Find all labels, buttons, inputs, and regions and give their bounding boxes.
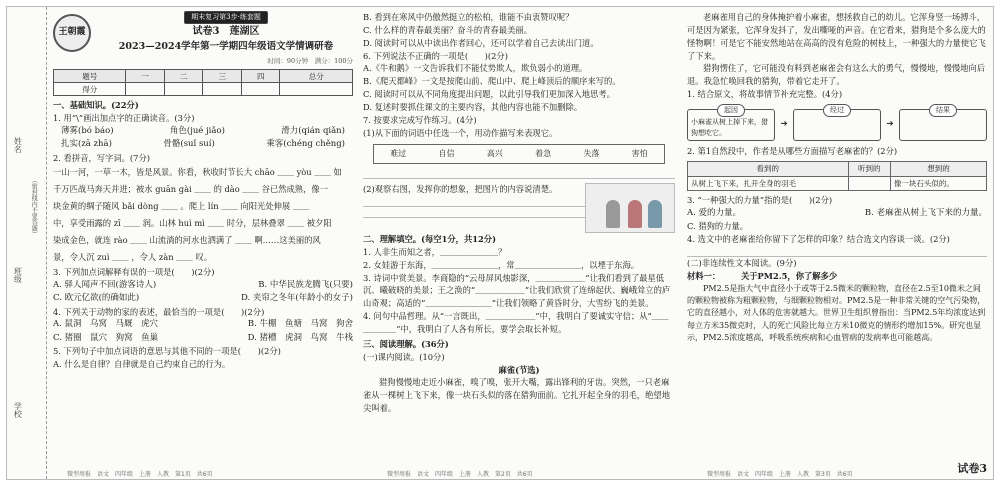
column-2 xyxy=(363,11,675,461)
q6-option-a: A.《牛和鹅》一文告诉我们不能仗势欺人，欺负弱小的道理。 xyxy=(363,63,588,74)
review-tag: 期末复习第3步·练套题 xyxy=(184,11,268,24)
flow-cause: 起因 小麻雀从树上掉下来，猎狗想吃它。 xyxy=(687,109,775,141)
q5-option-d: D. 阅读时可以从中读出作者回心，还可以学着自己去读出门道。 xyxy=(363,37,599,48)
q3-options-2: C. 欧元亿欲(的确如此) D. 夹帘之冬年(年龄小的女子) xyxy=(53,293,353,304)
q1-row-1: 薄雾(bó báo) 角色(jué jiǎo) 滑力(qián qiǎn) xyxy=(61,126,345,137)
arrow-icon: ➔ xyxy=(886,119,894,130)
exam-title: 试卷3 莲湖区 xyxy=(192,26,260,38)
publisher-logo: 王朝霞 xyxy=(53,14,91,52)
reading-para-2: 猎狗愣住了，它可能没有料到老麻雀会有这么大的勇气，慢慢地，慢慢地向后退。我急忙唤回我的猎狗，带着它走开了。 xyxy=(687,63,986,87)
section-2-title: 二、理解填空。(每空1分，共12分) xyxy=(363,233,497,244)
subsection-1-title: (一)课内阅读。(10分) xyxy=(363,351,445,362)
question-5: 5. 下列句子中加点词语的意思与其他不同的一项是( )(2分) xyxy=(53,345,281,356)
plot-flowchart xyxy=(687,106,987,141)
q5-option-b: B. 看到在寒风中仍傲然挺立的松柏，谁能不由衷赞叹呢？ xyxy=(363,12,574,22)
footer-page-2: 微型周报 语文 四年级 上册 人教 第2页 共6页 xyxy=(387,470,533,478)
section-3-title: 三、阅读理解。(36分) xyxy=(363,338,449,349)
seal-note: （密封线内不要答题） xyxy=(30,177,38,237)
subsection-2-title: (二)非连续性文本阅读。(9分) xyxy=(687,257,797,268)
q1-row-2: 扎实(zā zhā) 骨骼(suǐ suí) 乘客(chéng chěng) xyxy=(61,139,345,150)
pinyin-passage: 一山一河，一草一木，皆是风景。你看，秋收时节长大 chāo ＿＿ yòu ＿＿ 如 千万匹战马奔天并进；被水 guān gài ＿＿ 的 dào ＿＿ 谷已然成熟，像一 块金黄的绸子随风 bǎi dòng ＿＿ 。爬上 lín ＿＿ 向阳光处伸展 ＿＿ 中，享受雨露的 zī ＿＿ 润。山林 huì mì ＿＿ 时分，层林叠翠 ＿＿ 被夕阳 染成金色，就连 rào ＿＿ 山流淌的河水也洒满了 ＿＿ 啊……这美丽的风 景，令人沉 zuì ＿＿ ，令人 zàn ＿＿ 叹。 xyxy=(53,167,342,263)
question-1: 1. 用“\”画出加点字的正确读音。(3分) xyxy=(53,113,195,124)
class-label: 班级 xyxy=(13,267,23,283)
flow-result: 结果 xyxy=(899,109,987,141)
question-2: 2. 看拼音，写字词。(7分) xyxy=(53,152,150,163)
q6-option-b: B.《爬天都峰》一文是按爬山前、爬山中、爬上峰顶后的顺序来写的。 xyxy=(363,76,621,87)
description-table: 看到的 听到的 想到的 从树上飞下来，扎开全身的羽毛 像一块石头似的。 xyxy=(687,161,987,191)
q3-options-1: A. 驿人闻声不回(游客诗人) B. 中华民族龙腾飞(只要) xyxy=(53,280,353,291)
name-label: 姓名 xyxy=(13,137,23,153)
q5-option-a: A. 什么是自律？自律就是自己约束自己的行为。 xyxy=(53,358,231,369)
children-illustration xyxy=(585,183,675,233)
exam-subtitle: 2023—2024学年第一学期四年级语文学情调研卷 xyxy=(118,40,334,52)
flow-process: 经过 xyxy=(793,109,881,141)
q7-part-1: (1)从下面的词语中任选一个，用动作描写来表现它。 xyxy=(363,127,558,138)
binding-margin xyxy=(7,7,47,479)
question-7: 7. 按要求完成写作练习。(4分) xyxy=(363,114,477,125)
r-question-3: 3. “一种强大的力量”指的是( )(2分) xyxy=(687,195,833,206)
r-question-2: 2. 第1自然段中，作者是从哪些方面描写老麻雀的？(2分) xyxy=(687,146,898,157)
r-question-1: 1. 结合原文，将故事情节补充完整。(4分) xyxy=(687,89,843,100)
school-label: 学校 xyxy=(13,402,23,418)
q4-options-1: A. 鼠洞 乌窝 马厩 虎穴 B. 牛棚 鱼塘 马窝 狗舍 xyxy=(53,319,353,330)
q6-option-c: C. 阅读时可以从不同角度提出问题，以此引导我们更加深入地思考。 xyxy=(363,89,615,100)
q4-options-2: C. 猪圈 鼠穴 狗窝 鱼巢 D. 猪槽 虎洞 鸟窝 牛栈 xyxy=(53,332,353,343)
q7-part-2: (2)观察右图，发挥你的想象，把图片的内容说清楚。 xyxy=(363,183,558,194)
exam-header xyxy=(53,11,353,54)
question-6: 6. 下列说法不正确的一项是( )(2分) xyxy=(363,50,508,61)
section-1-title: 一、基础知识。(22分) xyxy=(53,100,139,111)
word-choice-box: 难过 自信 高兴 着急 失落 害怕 xyxy=(373,144,665,164)
score-table: 题号 一 二 三 四 总分 得分 xyxy=(53,69,353,96)
footer-page-1: 微型周报 语文 四年级 上册 人教 第1页 共6页 xyxy=(67,470,213,478)
r-q3-option-c: C. 猎狗的力量。 xyxy=(687,221,749,232)
fill-3: 3. 诗词中赏美景。李商隐的“云母屏风烛影深，＿＿＿＿＿＿”让我们看到了最星低沉、曦破晓的美景；王之涣的“＿＿＿＿＿＿”让我们欣赏了连绵起伏、巍峨耸立的庐山奇观；高适的“＿＿＿＿＿＿＿＿”让我们领略了黄昏时分，大雪纷飞的美景。 xyxy=(363,272,671,309)
column-3 xyxy=(687,11,987,461)
fill-1: 1. 人非生而知之者，＿＿＿＿＿＿＿？ xyxy=(363,246,507,257)
column-1 xyxy=(53,11,353,461)
r-question-4: 4. 选文中的老麻雀给你留下了怎样的印象？结合选文内容谈一谈。(2分) xyxy=(687,234,950,245)
footer-page-3: 微型周报 语文 四年级 上册 人教 第3页 共6页 xyxy=(707,470,853,478)
material-1-text: PM2.5是指大气中直径小于或等于2.5微米的颗粒物，直径在2.5至10微米之间的颗粒物被称为粗颗粒物，与细颗粒物相对。PM2.5是一种非常关键的空气污染物，它的直径越小，对人体的危害就越大。世界卫生组织曾指出：当PM2.5年均浓度达到每立方米35微克时，人的死亡风险比每立方米10微克的情形约增加15%。研究也显示，PM2.5浓度越高，呼吸系统疾病和心血管病的发病率也可能越高。 xyxy=(687,283,986,343)
arrow-icon: ➔ xyxy=(780,119,788,130)
reading-para-1: 老麻雀用自己的身体掩护着小麻雀，想拯救自己的幼儿。它浑身竖一场搏斗，可是因为紧张，它浑身发抖了，发出嘶哑的声音。在它看来，猎狗是个多么庞大的怪物啊！可是它不能安然地站在高高的没有危险的树枝上，一种强大的力量使它飞了下来。 xyxy=(687,12,986,61)
q5-option-c: C. 什么样的青春最美丽？奋斗的青春最美丽。 xyxy=(363,24,532,35)
material-1-heading: 材料一： 关于PM2.5，你了解多少 xyxy=(687,270,838,281)
exam-sheet xyxy=(6,6,994,480)
question-4: 4. 下列关于动物的家的表述，最恰当的一项是( )(2分) xyxy=(53,306,265,317)
exam-meta: 时间：90分钟 满分：100分 xyxy=(267,57,353,66)
reading-text: 猎狗慢慢地走近小麻雀，嗅了嗅，张开大嘴，露出锋利的牙齿。突然，一只老麻雀从一棵树上飞下来，像一块石头似的落在猎狗面前。它扎开起全身的羽毛，绝望地尖叫着。 xyxy=(363,377,670,414)
r-q3-options: A. 爱的力量。 B. 老麻雀从树上飞下来的力量。 xyxy=(687,207,987,218)
answer-line xyxy=(363,168,675,179)
q6-option-d: D. 复述时要抓住课文的主要内容，其他内容也能不加删除。 xyxy=(363,102,583,113)
fill-2: 2. 女娃游于东海，＿＿＿＿＿＿＿＿，常＿＿＿＿＿＿＿＿，以堙于东海。 xyxy=(363,259,640,270)
question-3: 3. 下列加点词解释有误的一项是( )(2分) xyxy=(53,267,215,278)
page-badge: 试卷3 xyxy=(957,461,987,475)
fill-4: 4. 问句中品哲理。从“一言既出，＿＿＿＿＿＿”中，我明白了要诚实守信；从“＿＿＿＿＿＿”中，我明白了人各有所长，要学会取长补短。 xyxy=(363,311,669,334)
reading-title: 麻雀(节选) xyxy=(498,364,540,375)
